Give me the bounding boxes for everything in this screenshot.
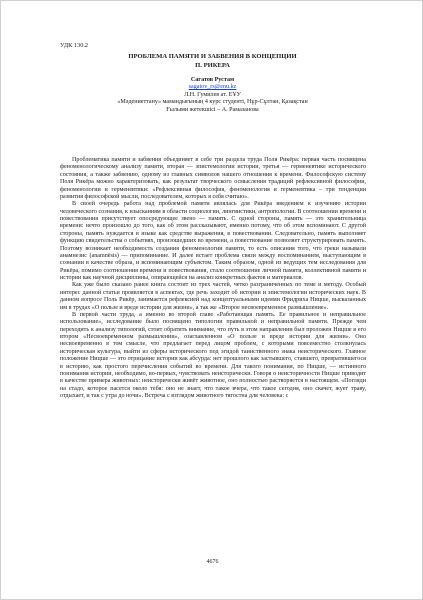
article-title	[61, 53, 364, 70]
title-line-1: ПРОБЛЕМА ПАМЯТИ И ЗАБВЕНИЯ В КОНЦЕПЦИИ	[128, 53, 297, 60]
article-body	[60, 157, 366, 400]
author-email-link[interactable]: sagatov_rs@enu.kz	[188, 84, 237, 91]
body-paragraph: Проблематика памяти и забвения объединяет в себе три раздела труда Поля Рикёра: первая часть посвящена феноменологическому анализу памяти, вторая — эпистемологии истории, третья — герменевтике исторического состояния, а также забвению, одному из главных символов нашего отношения к времени. Философскую систему Поля Рикёра можно характеризовать, как результат творческого осмысления традиций рефлексивной философии, феноменологии и герменевтики: «Рефлексивная философия, феноменология и герменевтика – три тенденции развития философской мысли, последователем, которых я себя считаю».	[60, 157, 366, 200]
udk-code: УДК 130.2	[60, 42, 89, 49]
page-number: 4676	[206, 559, 219, 565]
author-name: Сагатов Рустам	[190, 77, 235, 83]
author-affiliation: Л.Н. Гумилев ат. ЕҰУ	[184, 91, 241, 98]
body-paragraph: Как уже было сказано ранее книга состоит из трех частей, четко разграниченных по теме и методу. Особый интерес данной статьи проявляется в аспектах, где речь заходит об истории и эпистемологии исторических наук. В данном вопросе Поль Рикёр, занимается рефлексией над концептуальными идеями Фридриха Ницше, высказанных им в трудах «О пользе и вреде истории для жизни», а так же «Второе несвоевременное размышление».	[60, 282, 366, 311]
body-paragraph: В своей очередь работа над проблемой памяти являлась для Рикёра введением к изучению истории человеческого сознания, к изысканиям в области социологии, лингвистики, антропологии. В соотношении времени и повествования присутствует опосредующее звено — память. С одной стороны, память — это хранительница времени: нечто произошло до того, как об этом рассказывают, именно потому, что об этом вспоминают. С другой стороны, память нуждается в языке как средстве выражения, в повествовании. Следовательно, память выполняет функцию свидетельства о событиях, произошедших во времени, а повествование позволяет структурировать память. Поэтому возникает необходимость создания феноменологии памяти, то есть описания того, что греки называли анамнезис (anamnēsis) — припоминание. И далее встает проблема связи между воспоминанием, выступающим в сознании в качестве образа, и вспоминающим субъектом. Таким образом, одной из ведущих тем исследования для Рикёра, помимо соотношения времени и повествования, стало соотношение личной памяти, коллективной памяти и истории как научной дисциплины, опирающейся на анализ конкретных фактов и материалов.	[60, 201, 366, 281]
supervisor-line: Ғылыми жетекшісі – А. Рамазанова	[166, 106, 259, 113]
author-block	[61, 77, 364, 114]
title-line-2: П. РИКЕРА	[195, 61, 230, 69]
body-paragraph: В первой части труда, а именно во второй главе «Работающая память. Ее правильное и неправильное использование», исследование было посвящено типологии правильной и неправильной памяти. Прежде чем переходить к анализу типологий, стоит обратить внимание, что путь в этом направлении был проложен Ницше в его втором «Несвоевременном размышлении», озаглавленном «О пользе и вреде истории для жизни». Оно несвоевременно в том смысле, что предлагает перед лицом проблем, с которыми повсеместно столкнулась историческая культура, выйти из сферы исторического под эгидой таинственного знака неисторического. Главное положение Ницше — это отрицание истории как абсурда: нет прошлого как застывшего, ставшего, превратившегося в историю, как простого перечисления событий во времени. Для такого понимания, по Ницше, — истинного понимания истории, необходимо, во-первых, чувствовать неисторически. Говоря о неисторичности Ницше приводит в качестве примера животных: неисторически живёт животное, оно полностью растворяется в настоящем. «Погляди на стадо, которое пасется около тебя: оно не знает, что такое вчера, что такое сегодня, оно скачет, жует траву, отдыхает, и так с утра до ночи». Встреча с взглядом животного тягостна для человека: с	[60, 311, 366, 399]
author-program: «Мәдениеттану» мамандығының 4 курс студенті, Нұр-Сұлтан, Қазақстан	[117, 99, 308, 106]
